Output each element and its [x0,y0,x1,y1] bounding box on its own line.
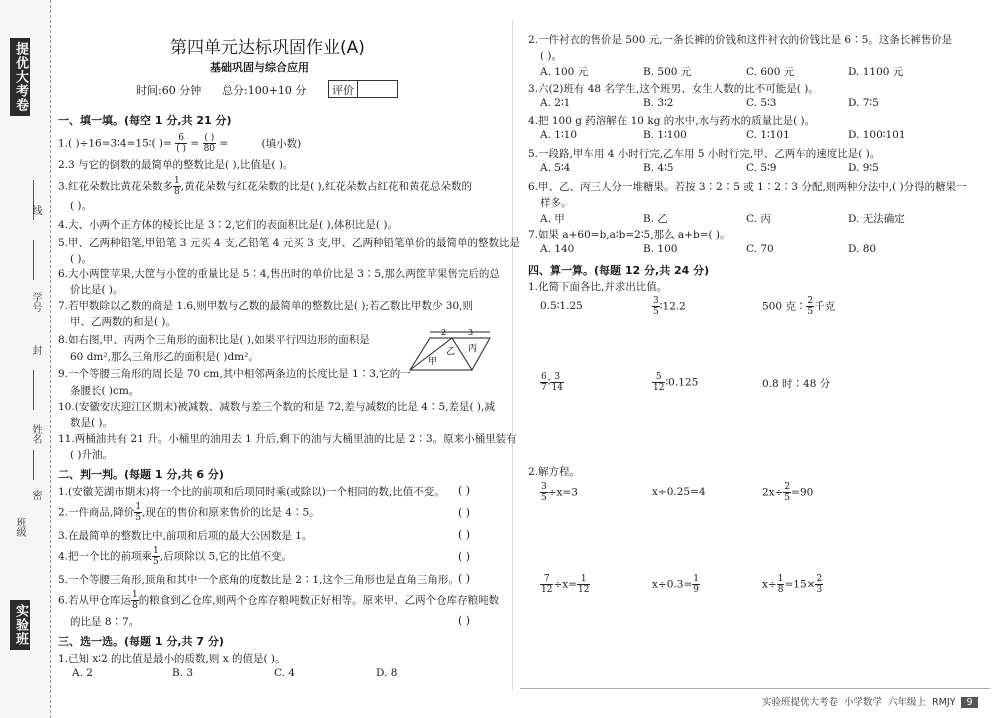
equation-6: x÷ $\frac{1}{8}$ =15× $\frac{2}{3}$ [762,574,823,595]
choice-1-option-b[interactable]: B. 3 [172,667,194,679]
question-9: 9.一个等腰三角形的周长是 70 cm,其中相邻两条边的长度比是 1∶3,它的一 [58,368,411,380]
column-divider [512,20,513,690]
parallelogram-figure [408,326,494,374]
choice-2-option-c[interactable]: C. 600 元 [746,66,795,78]
fraction: $\frac{( )}{80}$ [203,133,216,154]
figure-label-jia: 甲 [428,357,438,367]
choice-7-option-b[interactable]: B. 100 [643,243,678,255]
question-7-cont: 甲、乙两数的和是( )。 [70,316,177,328]
choice-4-option-d[interactable]: D. 100∶101 [848,129,906,141]
margin-badge-top: 提优大考卷 [10,38,30,116]
equals: = [190,137,200,150]
score-box[interactable] [328,80,398,98]
footer-book: 实验班提优大考卷 [762,697,839,708]
figure-label-yi: 乙 [446,347,456,357]
margin-label-id: 学号 [30,292,41,312]
choice-3: 3.六(2)班有 48 名学生,这个班男、女生人数的比不可能是( )。 [528,83,819,95]
fraction: $\frac{1}{5}$ [135,502,142,523]
choice-1-option-a[interactable]: A. 2 [72,667,93,679]
question-8-cont: 60 dm²,那么三角形乙的面积是( )dm²。 [70,351,259,363]
ratio-3: 500 克∶ $\frac{2}{5}$ 千克 [762,296,836,317]
fraction: $\frac{6}{( )}$ [176,133,187,154]
judge-5-answer[interactable]: ( ) [458,572,471,585]
binding-margin [0,0,51,718]
choice-6-option-a[interactable]: A. 甲 [540,213,565,225]
section-choice-title: 三、选一选。(每题 1 分,共 7 分) [58,635,224,648]
footer-subject: 小学数学 [844,697,883,708]
figure-label-3: 3 [468,328,474,337]
choice-5-option-b[interactable]: B. 4∶5 [643,162,674,174]
margin-label-line: 线 [30,205,41,215]
choice-3-option-c[interactable]: C. 5∶3 [746,97,777,109]
question-9-cont: 条腰长( )cm。 [70,385,140,397]
judge-2: 2.一件商品,降价 $\frac{1}{5}$ ,现在的售价和原来售价的比是 4∶5。 [58,502,320,523]
question-8: 8.如右图,甲、丙两个三角形的面积比是( ),如果平行四边形的面积是 [58,334,370,346]
choice-7: 7.如果 a+60=b,a∶b=2∶5,那么 a+b=( )。 [528,229,731,241]
question-6: 6.大小两筐苹果,大筐与小筐的重量比是 5∶4,售出时的单价比是 3∶5,那么两筐苹果售完后的总 [58,268,500,280]
question-10-cont: 数是( )。 [70,417,114,429]
ratio-2: $\frac{3}{5}$ ∶12.2 [653,296,686,317]
ratio-5: $\frac{5}{12}$ ∶0.125 [653,372,699,393]
fraction: $\frac{1}{5}$ [153,546,159,567]
equation-5: x÷0.3= $\frac{1}{9}$ [652,574,699,595]
choice-2-option-d[interactable]: D. 1100 元 [848,66,904,78]
choice-7-option-d[interactable]: D. 80 [848,243,877,255]
figure-label-2: 2 [441,328,447,337]
calc-2-prompt: 2.解方程。 [528,466,581,478]
judge-2-answer[interactable]: ( ) [458,506,471,519]
judge-6-cont: 的比是 8∶7。 [70,616,140,628]
section-fill-title: 一、填一填。(每空 1 分,共 21 分) [58,114,232,127]
choice-1-option-c[interactable]: C. 4 [274,667,296,679]
page-footer [762,694,978,708]
judge-3-answer[interactable]: ( ) [458,528,471,541]
ratio-4: $\frac{6}{7}$ ∶ $\frac{3}{14}$ [541,372,563,393]
margin-label-name: 姓名 [30,424,41,444]
fraction: $\frac{1}{8}$ [174,176,180,197]
judge-4-answer[interactable]: ( ) [458,550,471,563]
fraction: $\frac{1}{8}$ [132,590,138,611]
margin-line [33,370,34,410]
margin-label-seal: 封 [30,345,41,355]
choice-2-option-a[interactable]: A. 100 元 [540,66,589,78]
question-5-cont: ( )。 [70,253,93,265]
equation-2: x÷0.25=4 [652,486,706,498]
q1-hint: (填小数) [261,137,302,150]
page-subtitle: 基础巩固与综合应用 [210,61,309,74]
choice-2-cont: ( )。 [540,50,563,62]
question-11-cont: ( )升油。 [70,449,114,461]
choice-3-option-b[interactable]: B. 3∶2 [643,97,674,109]
margin-label-class: 班级 [14,517,25,537]
footer-edition: RMJY [932,697,956,708]
choice-4-option-b[interactable]: B. 1∶100 [643,129,687,141]
score-label: 评价 [332,84,354,97]
margin-label-secret: 密 [30,490,41,500]
choice-3-option-d[interactable]: D. 7∶5 [848,97,879,109]
equation-4: $\frac{7}{12}$ ÷x= $\frac{1}{12}$ [541,574,590,595]
equation-3: 2x÷ $\frac{2}{5}$ =90 [762,482,814,503]
question-7: 7.若甲数除以乙数的商是 1.6,则甲数与乙数的最简单的整数比是( );若乙数比甲数少 30,则 [58,300,473,312]
judge-4: 4.把一个比的前项乘 $\frac{1}{5}$ ,后项除以 5,它的比值不变。 [58,546,292,567]
choice-6: 6.甲、乙、丙三人分一堆糖果。若按 3∶2∶5 或 1∶2∶3 分配,则两种分法中,( )分得的糖果一 [528,181,967,193]
choice-2: 2.一件衬衣的售价是 500 元,一条长裤的价钱和这件衬衣的价钱比是 6∶5。这条长裤售价是 [528,34,953,46]
q1-text: 1.( )÷16=3∶4=15∶( )= [58,137,172,150]
question-3: 3.红花朵数比黄花朵数多 $\frac{1}{8}$ ,黄花朵数与红花朵数的比是( ),红花朵数占红花和黄花总朵数的 [58,176,472,197]
figure-label-bing: 丙 [468,344,478,354]
choice-5-option-a[interactable]: A. 5∶4 [540,162,571,174]
judge-1: 1.(安徽芜湖市期末)将一个比的前项和后项同时乘(或除以)一个相同的数,比值不变。 [58,486,445,498]
choice-3-option-a[interactable]: A. 2∶1 [540,97,571,109]
choice-4-option-c[interactable]: C. 1∶101 [746,129,790,141]
choice-6-option-b[interactable]: B. 乙 [643,213,668,225]
question-6-cont: 价比是( )。 [70,284,124,296]
choice-1-option-d[interactable]: D. 8 [376,667,398,679]
choice-6-cont: 样多。 [540,197,572,209]
footer-rule [520,688,990,689]
question-5: 5.甲、乙两种铅笔,甲铅笔 3 元买 4 支,乙铅笔 4 元买 3 支,甲、乙两种铅笔单价的最简单的整数比是 [58,237,520,249]
footer-grade: 六年级上 [888,697,927,708]
section-judge-title: 二、判一判。(每题 1 分,共 6 分) [58,468,224,481]
ratio-1: 0.5∶1.25 [540,300,583,312]
equals: = [219,137,229,150]
judge-5: 5.一个等腰三角形,顶角和其中一个底角的度数比是 2∶1,这个三角形也是直角三角形。 [58,574,459,586]
question-10: 10.(安徽安庆迎江区期末)被减数、减数与差三个数的和是 72,差与减数的比是 4∶5,差是( ),减 [58,401,495,413]
choice-5: 5.一段路,甲车用 4 小时行完,乙车用 5 小时行完,甲、乙两车的速度比是( )。 [528,148,881,160]
choice-1: 1.已知 x∶2 的比值是最小的质数,则 x 的值是( )。 [58,653,286,665]
page-title: 第四单元达标巩固作业(A) [170,38,365,58]
choice-4-option-a[interactable]: A. 1∶10 [540,129,578,141]
equation-1: $\frac{3}{5}$ ÷x=3 [541,482,578,503]
ratio-6: 0.8 时∶48 分 [762,378,831,390]
question-11: 11.两桶油共有 21 升。小桶里的油用去 1 升后,剩下的油与大桶里油的比是 2∶3。原来小桶里装有 [58,433,517,445]
choice-6-option-c[interactable]: C. 丙 [746,213,771,225]
question-2: 2.3 与它的倒数的最简单的整数比是( ),比值是( )。 [58,159,294,171]
question-4: 4.大、小两个正方体的棱长比是 3∶2,它们的表面积比是( ),体积比是( )。 [58,219,398,231]
total-score: 总分:100+10 分 [222,84,307,97]
question-1 [58,133,301,154]
judge-6-answer[interactable]: ( ) [458,614,471,627]
judge-3: 3.在最简单的整数比中,前项和后项的最大公因数是 1。 [58,530,313,542]
page-number: 9 [961,697,977,708]
question-3-cont: ( )。 [70,200,93,212]
choice-2-option-b[interactable]: B. 500 元 [643,66,692,78]
choice-4: 4.把 100 g 药溶解在 10 kg 的水中,水与药水的质量比是( )。 [528,115,816,127]
margin-badge-bottom: 实验班 [10,600,30,650]
choice-7-option-c[interactable]: C. 70 [746,243,774,255]
choice-5-option-d[interactable]: D. 9∶5 [848,162,879,174]
calc-1-prompt: 1.化简下面各比,并求出比值。 [528,281,668,293]
choice-6-option-d[interactable]: D. 无法确定 [848,213,905,225]
choice-5-option-c[interactable]: C. 5∶9 [746,162,777,174]
margin-line [33,240,34,280]
time-limit: 时间:60 分钟 [136,84,202,97]
section-calc-title: 四、算一算。(每题 12 分,共 24 分) [528,264,710,277]
judge-1-answer[interactable]: ( ) [458,484,471,497]
margin-line [33,450,34,480]
judge-6: 6.若从甲仓库运 $\frac{1}{8}$ 的粮食到乙仓库,则两个仓库存粮吨数正好相等。原来甲、乙两个仓库存粮吨数 [58,590,500,611]
choice-7-option-a[interactable]: A. 140 [540,243,575,255]
